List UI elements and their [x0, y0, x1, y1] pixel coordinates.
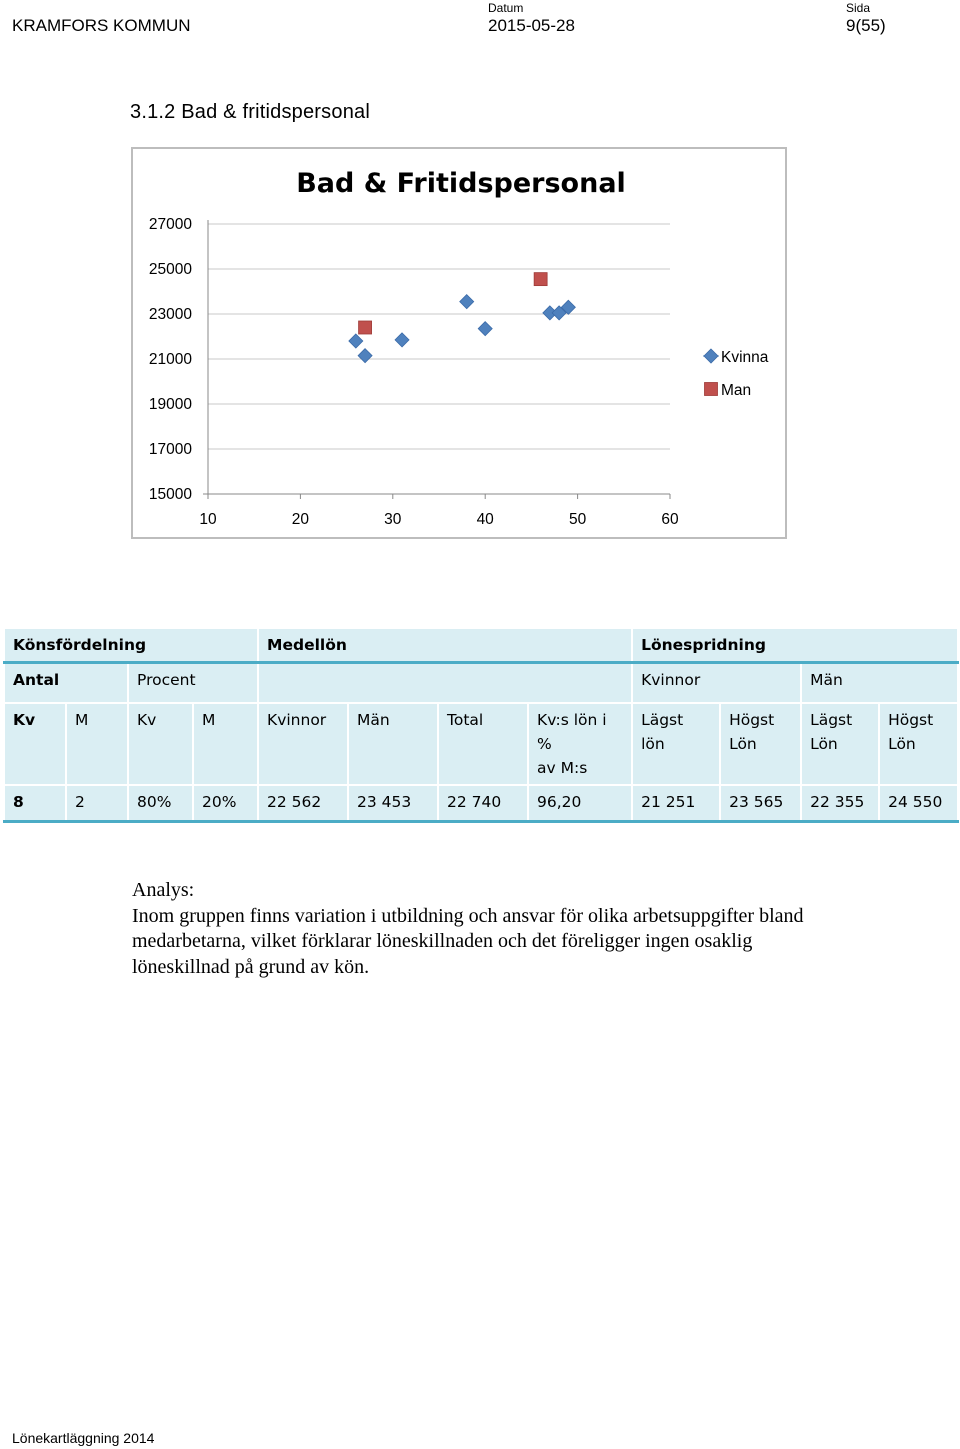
- table-group-header-row: [4, 628, 958, 663]
- data-point-kvinna: [395, 333, 409, 347]
- col-header-kv-hogst-line2: Lön: [729, 735, 757, 753]
- data-point-kvinna: [478, 322, 492, 336]
- group-medellon: Medellön: [258, 628, 632, 663]
- y-tick-label: 27000: [148, 216, 192, 233]
- section-title: 3.1.2 Bad & fritidspersonal: [130, 101, 370, 123]
- page-number: 9(55): [846, 16, 886, 35]
- x-tick-label: 20: [291, 511, 310, 528]
- col-header-kvinnor: Kvinnor: [258, 703, 348, 785]
- subgroup-kvinnor: Kvinnor: [632, 663, 801, 704]
- salary-table: [3, 627, 959, 823]
- col-header-kvs-lon-line2: av M:s: [537, 759, 588, 777]
- col-header-m-pct: M: [193, 703, 258, 785]
- col-header-kvs-lon: [528, 703, 632, 785]
- cell-kvs-lon-pct: 96,20: [528, 785, 632, 822]
- subgroup-antal: Antal: [4, 663, 128, 704]
- subgroup-empty: [258, 663, 632, 704]
- col-header-kv-lagst-line1: Lägst: [641, 711, 684, 729]
- group-lonespridning: Lönespridning: [632, 628, 958, 663]
- x-tick-label: 30: [384, 511, 402, 528]
- legend-label-kvinna: Kvinna: [721, 349, 769, 366]
- col-header-kv-hogst: [720, 703, 801, 785]
- x-tick-label: 10: [199, 511, 217, 528]
- y-tick-label: 17000: [148, 441, 192, 458]
- data-point-man: [534, 273, 547, 286]
- analysis-section: [132, 878, 852, 980]
- cell-kv-count: 8: [4, 785, 66, 822]
- col-header-kv-lagst-line2: lön: [641, 735, 665, 753]
- group-konsfordelning: Könsfördelning: [4, 628, 258, 663]
- col-header-m-lagst-line2: Lön: [810, 735, 838, 753]
- date-value: 2015-05-28: [488, 16, 575, 35]
- col-header-kv-lagst: [632, 703, 720, 785]
- col-header-m-hogst-line1: Högst: [888, 711, 934, 729]
- cell-medel-kvinnor: 22 562: [258, 785, 348, 822]
- col-header-m-lagst-line1: Lägst: [810, 711, 853, 729]
- analysis-text: Inom gruppen finns variation i utbildning och ansvar för olika arbetsuppgifter bland medarbetarna, vilket förklarar löneskillnaden och det föreligger ingen osaklig löneskillnad på grund av kön.: [132, 904, 804, 978]
- chart-title: Bad & Fritidspersonal: [296, 168, 626, 199]
- data-point-man: [359, 321, 372, 334]
- date-label: Datum: [488, 1, 524, 15]
- analysis-heading: Analys:: [132, 879, 195, 901]
- data-point-kvinna: [460, 295, 474, 309]
- footer-text: Lönekartläggning 2014: [12, 1430, 155, 1446]
- table-column-header-row: [4, 703, 958, 785]
- col-header-man: Män: [348, 703, 438, 785]
- y-tick-label: 23000: [148, 306, 192, 323]
- chart-canvas: [133, 149, 785, 537]
- y-tick-label: 25000: [148, 261, 192, 278]
- cell-kv-lagst: 21 251: [632, 785, 720, 822]
- x-tick-label: 50: [568, 511, 587, 528]
- cell-kv-hogst: 23 565: [720, 785, 801, 822]
- legend-marker-kvinna: [704, 349, 718, 363]
- col-header-total: Total: [438, 703, 528, 785]
- y-tick-label: 19000: [148, 396, 192, 413]
- cell-m-hogst: 24 550: [879, 785, 958, 822]
- cell-medel-man: 23 453: [348, 785, 438, 822]
- x-tick-label: 60: [661, 511, 679, 528]
- col-header-kv-hogst-line1: Högst: [729, 711, 775, 729]
- col-header-kv: Kv: [4, 703, 66, 785]
- data-point-kvinna: [358, 349, 372, 363]
- cell-m-count: 2: [66, 785, 128, 822]
- col-header-m-lagst: [801, 703, 879, 785]
- col-header-kv-pct: Kv: [128, 703, 193, 785]
- scatter-chart: [131, 147, 787, 539]
- cell-m-lagst: 22 355: [801, 785, 879, 822]
- subgroup-man: Män: [801, 663, 958, 704]
- data-point-kvinna: [349, 334, 363, 348]
- x-tick-label: 40: [476, 511, 494, 528]
- subgroup-procent: Procent: [128, 663, 258, 704]
- col-header-m-hogst: [879, 703, 958, 785]
- cell-kv-pct: 80%: [128, 785, 193, 822]
- cell-m-pct: 20%: [193, 785, 258, 822]
- legend-label-man: Man: [721, 382, 752, 399]
- cell-medel-total: 22 740: [438, 785, 528, 822]
- y-tick-label: 21000: [148, 351, 192, 368]
- col-header-kvs-lon-line1: Kv:s lön i %: [537, 711, 607, 753]
- page-label: Sida: [846, 1, 871, 15]
- col-header-m-hogst-line2: Lön: [888, 735, 916, 753]
- table-row: [4, 785, 958, 822]
- table-subgroup-row: [4, 663, 958, 704]
- legend-marker-man: [705, 383, 718, 396]
- y-tick-label: 15000: [148, 486, 192, 503]
- col-header-m: M: [66, 703, 128, 785]
- organization-name: KRAMFORS KOMMUN: [12, 16, 191, 35]
